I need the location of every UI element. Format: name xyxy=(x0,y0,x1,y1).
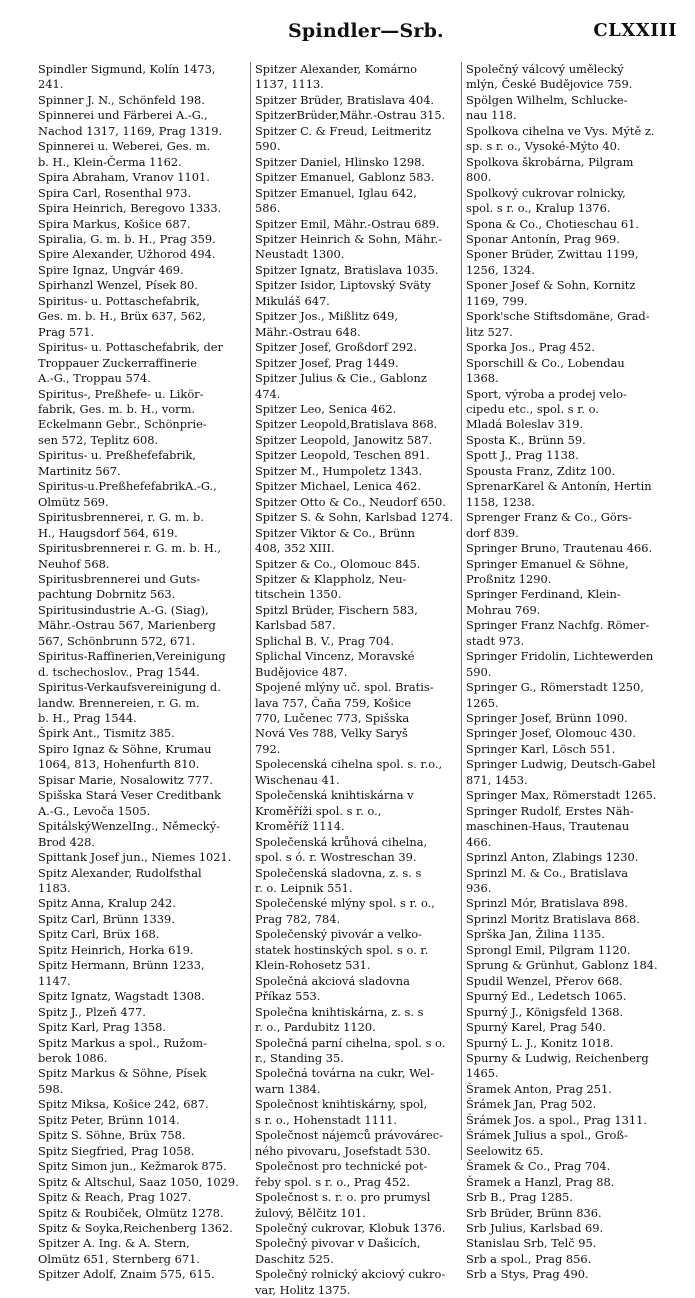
page-header xyxy=(0,20,695,48)
directory-entry-line: spol. s r. o., Kralup 1376. xyxy=(466,201,611,216)
directory-entry-line: Spire Ignaz, Ungvár 469. xyxy=(38,262,184,277)
directory-entry-line: Spitzer Michael, Lenica 462. xyxy=(255,479,421,494)
directory-entry-line: Spitzer C. & Freud, Leitmeritz xyxy=(255,123,432,138)
directory-entry-line: Spitzer Leopold, Teschen 891. xyxy=(255,448,430,463)
directory-entry-line: Springer Max, Römerstadt 1265. xyxy=(466,788,657,803)
directory-entry-line: Spiritus-u.PreßhefefabrikA.-G., xyxy=(38,479,217,494)
directory-entry-line: Spitz J., Plzeň 477. xyxy=(38,1004,146,1019)
directory-entry-line: 474. xyxy=(255,386,281,401)
directory-entry-line: Spona & Co., Chotieschau 61. xyxy=(466,216,639,231)
directory-entry-line: Mähr.-Ostrau 567, Marienberg xyxy=(38,618,216,633)
directory-entry-line: Spindler Sigmund, Kolín 1473, xyxy=(38,62,216,76)
directory-entry-line: fabrik, Ges. m. b. H., vorm. xyxy=(38,401,195,416)
directory-entry-line: Sponer Brüder, Zwittau 1199, xyxy=(466,247,639,262)
directory-entry-line: Spitz Simon jun., Kežmarok 875. xyxy=(38,1159,227,1174)
directory-entry-line: Společenský pivovár a velko- xyxy=(255,927,422,942)
directory-entry-line: Společná akciová sladovna xyxy=(255,973,410,988)
directory-entry-line: r., Standing 35. xyxy=(255,1051,344,1065)
directory-entry-line: Sprinzl M. & Co., Bratislava xyxy=(466,865,629,880)
directory-entry-line: Mohrau 769. xyxy=(466,602,541,617)
directory-entry-line: Sprongl Emil, Pilgram 1120. xyxy=(466,942,631,957)
directory-entry-line: 792. xyxy=(255,741,281,756)
directory-entry-line: Spitz Siegfried, Prag 1058. xyxy=(38,1143,195,1158)
directory-entry-line: Springer Fridolin, Lichtewerden xyxy=(466,649,654,664)
directory-entry-line: Spitzer A. Ing. & A. Stern, xyxy=(38,1236,190,1251)
directory-entry-line: Spitzer Daniel, Hlinsko 1298. xyxy=(255,154,426,169)
directory-entry-line: Nachod 1317, 1169, Prag 1319. xyxy=(38,123,223,138)
directory-entry-line: Spisar Marie, Nosalowitz 777. xyxy=(38,772,213,787)
column-divider xyxy=(250,62,251,1160)
directory-entry-line: Olmütz 569. xyxy=(38,494,109,509)
directory-column-1 xyxy=(38,62,246,1283)
directory-entry-line: Spitzer Josef, Prag 1449. xyxy=(255,355,399,370)
directory-entry-line: Srb Julius, Karlsbad 69. xyxy=(466,1220,604,1235)
directory-entry-line: Sprška Jan, Žilina 1135. xyxy=(466,927,605,942)
directory-entry-line: Příkaz 553. xyxy=(255,989,321,1004)
directory-entry-line: Spitzer & Klappholz, Neu- xyxy=(255,571,407,586)
directory-entry-line: Troppauer Zuckerraffinerie xyxy=(38,355,198,370)
directory-entry-line: Spiritusbrennerei, r. G. m. b. xyxy=(38,510,204,525)
directory-entry-line: Spitzer Leopold,Bratislava 868. xyxy=(255,417,438,432)
directory-entry-line: Sprinzl Mór, Bratislava 898. xyxy=(466,896,629,911)
directory-entry-line: Ges. m. b. H., Brüx 637, 562, xyxy=(38,309,206,324)
directory-entry-line: H., Haugsdorf 564, 619. xyxy=(38,525,178,540)
directory-entry-line: Sprenger Franz & Co., Görs- xyxy=(466,510,632,525)
directory-entry-line: 1256, 1324. xyxy=(466,262,535,277)
directory-entry-line: Spojené mlýny uč. spol. Bratis- xyxy=(255,680,434,695)
directory-entry-line: Srb a spol., Prag 856. xyxy=(466,1251,592,1266)
directory-entry-line: Splichal Vincenz, Moravské xyxy=(255,649,415,664)
directory-entry-line: 1158, 1238. xyxy=(466,494,535,509)
directory-entry-line: 936. xyxy=(466,881,492,896)
directory-entry-line: Spitzer Isidor, Liptovský Sväty xyxy=(255,278,431,293)
directory-entry-line: Spurny & Ludwig, Reichenberg xyxy=(466,1051,649,1065)
directory-entry-line: Spiritus-, Preßhefe- u. Likör- xyxy=(38,386,204,401)
directory-entry-line: s r. o., Hohenstadt 1111. xyxy=(255,1112,397,1127)
directory-entry-line: Spitzer S. & Sohn, Karlsbad 1274. xyxy=(255,510,453,525)
directory-entry-line: 1064, 813, Hohenfurth 810. xyxy=(38,757,200,772)
directory-entry-line: Spott J., Prag 1138. xyxy=(466,448,579,463)
directory-entry-line: SprenarKarel & Antonín, Hertin xyxy=(466,479,652,494)
directory-entry-line: Spitzer Josef, Großdorf 292. xyxy=(255,340,417,355)
directory-entry-line: r. o., Pardubitz 1120. xyxy=(255,1020,376,1035)
directory-entry-line: sen 572, Teplitz 608. xyxy=(38,432,159,447)
directory-entry-line: sp. s r. o., Vysoké-Mýto 40. xyxy=(466,139,621,154)
directory-entry-line: žulový, Bělčitz 101. xyxy=(255,1205,366,1220)
directory-entry-line: Spousta Franz, Zditz 100. xyxy=(466,463,616,478)
directory-entry-line: 586. xyxy=(255,201,281,216)
directory-entry-line: warn 1384. xyxy=(255,1081,321,1096)
directory-entry-line: Spire Alexander, Užhorod 494. xyxy=(38,247,216,262)
directory-entry-line: Springer Ferdinand, Klein- xyxy=(466,587,621,602)
directory-entry-line: Spitz Markus a spol., Ružom- xyxy=(38,1035,207,1050)
directory-entry-line: Spurný J., Königsfeld 1368. xyxy=(466,1004,624,1019)
directory-entry-line: Spiralia, G. m. b. H., Prag 359. xyxy=(38,231,216,246)
directory-entry-line: Společnost knihtiskárny, spol, xyxy=(255,1097,428,1112)
directory-entry-line: Spitzer Alexander, Komárno xyxy=(255,62,418,76)
directory-entry-line: Spitz Carl, Brünn 1339. xyxy=(38,911,175,926)
directory-entry-line: Šramek & Co., Prag 704. xyxy=(466,1159,611,1174)
directory-entry-line: Spölgen Wilhelm, Schlucke- xyxy=(466,92,628,107)
directory-entry-line: Spitzer & Co., Olomouc 845. xyxy=(255,556,421,571)
directory-entry-line: statek hostinských spol. s o. r. xyxy=(255,942,429,957)
column-divider xyxy=(461,62,462,1160)
directory-entry-line: Sprinzl Anton, Zlabings 1230. xyxy=(466,850,639,865)
directory-entry-line: nau 118. xyxy=(466,108,517,123)
directory-entry-line: Spitzer Emanuel, Iglau 642, xyxy=(255,185,417,200)
directory-entry-line: Spira Carl, Rosenthal 973. xyxy=(38,185,192,200)
directory-entry-line: Mikuláš 647. xyxy=(255,293,330,308)
directory-entry-line: Prag 571. xyxy=(38,324,95,339)
directory-entry-line: Sprung & Grünhut, Gablonz 184. xyxy=(466,958,658,973)
directory-entry-line: Spurný Karel, Prag 540. xyxy=(466,1020,606,1035)
directory-entry-line: Šramek Anton, Prag 251. xyxy=(466,1081,612,1096)
directory-entry-line: Springer Josef, Brünn 1090. xyxy=(466,711,628,726)
directory-entry-line: Spitzl Brüder, Fischern 583, xyxy=(255,602,418,617)
directory-entry-line: titschein 1350. xyxy=(255,587,342,602)
directory-entry-line: Springer Bruno, Trautenau 466. xyxy=(466,541,653,556)
directory-entry-line: Spiro Ignaz & Söhne, Krumau xyxy=(38,741,212,756)
directory-entry-line: Spitz Carl, Brüx 168. xyxy=(38,927,160,942)
directory-entry-line: Spitz & Roubiček, Olmütz 1278. xyxy=(38,1205,224,1220)
directory-entry-line: 241. xyxy=(38,77,64,92)
directory-entry-line: Společenská sladovna, z. s. s xyxy=(255,865,422,880)
directory-entry-line: Spiritus- u. Preßhefefabrik, xyxy=(38,448,197,463)
directory-column-2 xyxy=(255,62,458,1298)
directory-entry-line: Spork'sche Stiftsdomäne, Grad- xyxy=(466,309,650,324)
directory-entry-line: Spitz Heinrich, Horka 619. xyxy=(38,942,194,957)
directory-entry-line: 1368. xyxy=(466,371,499,386)
directory-entry-line: d. tschechoslov., Prag 1544. xyxy=(38,664,200,679)
directory-entry-line: Spolkova škrobárna, Pilgram xyxy=(466,154,634,169)
directory-entry-line: 770, Lučenec 773, Spišska xyxy=(255,711,410,726)
directory-entry-line: Karlsbad 587. xyxy=(255,618,336,633)
directory-entry-line: 1169, 799. xyxy=(466,293,528,308)
directory-entry-line: 590. xyxy=(466,664,492,679)
directory-entry-line: Spitzer Julius & Cie., Gablonz xyxy=(255,371,427,386)
directory-entry-line: Spolkový cukrovar rolnicky, xyxy=(466,185,626,200)
directory-entry-line: Daschitz 525. xyxy=(255,1251,334,1266)
directory-entry-line: Sponar Antonín, Prag 969. xyxy=(466,231,620,246)
directory-entry-line: Seelowitz 65. xyxy=(466,1143,544,1158)
directory-entry-line: Spitz S. Söhne, Brüx 758. xyxy=(38,1128,186,1143)
directory-entry-line: mlýn, České Budějovice 759. xyxy=(466,77,633,92)
directory-entry-line: ného pivovaru, Josefstadt 530. xyxy=(255,1143,431,1158)
directory-entry-line: Spira Heinrich, Beregovo 1333. xyxy=(38,201,222,216)
directory-entry-line: 871, 1453. xyxy=(466,772,528,787)
directory-entry-line: Nová Ves 788, Velky Saryš xyxy=(255,726,408,741)
directory-entry-line: Spitzer Adolf, Znaim 575, 615. xyxy=(38,1267,215,1282)
directory-column-3 xyxy=(466,62,678,1283)
directory-entry-line: Spirhanzl Wenzel, Písek 80. xyxy=(38,278,198,293)
directory-entry-line: Spinnerei u. Weberei, Ges. m. xyxy=(38,139,211,154)
directory-entry-line: stadt 973. xyxy=(466,633,525,648)
directory-entry-line: Společnost nájemců právovárec- xyxy=(255,1128,443,1143)
directory-entry-line: Společný pivovar v Dašicích, xyxy=(255,1236,421,1251)
directory-entry-line: Spinner J. N., Schönfeld 198. xyxy=(38,92,205,107)
directory-entry-line: pachtung Dobrnitz 563. xyxy=(38,587,176,602)
directory-entry-line: Spitzer Emanuel, Gablonz 583. xyxy=(255,170,435,185)
directory-entry-line: Srb a Stys, Prag 490. xyxy=(466,1267,589,1282)
directory-entry-line: Společenské mlýny spol. s r. o., xyxy=(255,896,435,911)
directory-entry-line: 1137, 1113. xyxy=(255,77,324,92)
directory-entry-line: Spira Abraham, Vranov 1101. xyxy=(38,170,210,185)
directory-entry-line: Neuhof 568. xyxy=(38,556,110,571)
directory-entry-line: Šrámek Julius a spol., Groß- xyxy=(466,1128,628,1143)
directory-entry-line: řeby spol. s r. o., Prag 452. xyxy=(255,1174,411,1189)
directory-entry-line: Sporschill & Co., Lobendau xyxy=(466,355,625,370)
directory-entry-line: Šrámek Jos. a spol., Prag 1311. xyxy=(466,1112,647,1127)
directory-entry-line: Společna knihtiskárna, z. s. s xyxy=(255,1004,424,1019)
directory-entry-line: Společný válcový umělecký xyxy=(466,62,624,76)
directory-entry-line: Budějovice 487. xyxy=(255,664,348,679)
directory-entry-line: Spitz Hermann, Brünn 1233, xyxy=(38,958,205,973)
directory-entry-line: 1147. xyxy=(38,973,71,988)
directory-entry-line: Spiritus- u. Pottaschefabrik, der xyxy=(38,340,223,355)
directory-entry-line: var, Holitz 1375. xyxy=(255,1282,351,1297)
directory-entry-line: b. H., Prag 1544. xyxy=(38,711,137,726)
directory-entry-line: Wischenau 41. xyxy=(255,772,340,787)
directory-entry-line: Spitzer Jos., Mißlitz 649, xyxy=(255,309,399,324)
directory-entry-line: Spudil Wenzel, Přerov 668. xyxy=(466,973,623,988)
directory-entry-line: Springer Franz Nachfg. Römer- xyxy=(466,618,650,633)
directory-entry-line: Šramek a Hanzl, Prag 88. xyxy=(466,1174,615,1189)
directory-entry-line: Kroměříži spol. s r. o., xyxy=(255,803,382,818)
directory-entry-line: Společná továrna na cukr, Wel- xyxy=(255,1066,435,1081)
directory-entry-line: Spiritus-Raffinerien,Vereinigung xyxy=(38,649,226,664)
directory-entry-line: 590. xyxy=(255,139,281,154)
directory-entry-line: cipedu etc., spol. s r. o. xyxy=(466,401,599,416)
directory-entry-line: Společnost s. r. o. pro prumysl xyxy=(255,1190,431,1205)
directory-entry-line: b. H., Klein-Čerma 1162. xyxy=(38,154,182,169)
directory-entry-line: 408, 352 XIII. xyxy=(255,541,335,556)
directory-entry-line: landw. Brennereien, r. G. m. xyxy=(38,695,200,710)
directory-entry-line: Proßnitz 1290. xyxy=(466,571,552,586)
directory-entry-line: Eckelmann Gebr., Schönprie- xyxy=(38,417,207,432)
directory-entry-line: Spitzer Heinrich & Sohn, Mähr.- xyxy=(255,231,442,246)
directory-entry-line: Springer G., Römerstadt 1250, xyxy=(466,680,644,695)
directory-entry-line: Mladá Boleslav 319. xyxy=(466,417,584,432)
directory-entry-line: Spitzer Leopold, Janowitz 587. xyxy=(255,432,433,447)
directory-entry-line: Spinnerei und Färberei A.-G., xyxy=(38,108,208,123)
directory-entry-line: A.-G., Troppau 574. xyxy=(38,371,151,386)
directory-entry-line: Sprinzl Moritz Bratislava 868. xyxy=(466,911,640,926)
directory-entry-line: Spitz Miksa, Košice 242, 687. xyxy=(38,1097,209,1112)
directory-entry-line: Srb Brüder, Brünn 836. xyxy=(466,1205,602,1220)
directory-entry-line: Spolecenská cihelna spol. s. r.o., xyxy=(255,757,443,772)
directory-entry-line: Brod 428. xyxy=(38,834,95,849)
directory-entry-line: Společný cukrovar, Klobuk 1376. xyxy=(255,1220,446,1235)
page-title: Spindler—Srb. xyxy=(288,20,444,42)
directory-entry-line: Společná parní cihelna, spol. s o. xyxy=(255,1035,446,1050)
directory-entry-line: Spitzer Viktor & Co., Brünn xyxy=(255,525,416,540)
directory-entry-line: 800. xyxy=(466,170,492,185)
directory-entry-line: 1265. xyxy=(466,695,499,710)
directory-entry-line: Sport, výroba a prodej velo- xyxy=(466,386,627,401)
directory-entry-line: Prag 782, 784. xyxy=(255,911,341,926)
directory-entry-line: Spitz Alexander, Rudolfsthal xyxy=(38,865,202,880)
directory-entry-line: SpitzerBrüder,Mähr.-Ostrau 315. xyxy=(255,108,446,123)
directory-entry-line: A.-G., Levoča 1505. xyxy=(38,803,151,818)
directory-entry-line: Spira Markus, Košice 687. xyxy=(38,216,191,231)
directory-entry-line: Spiritus- u. Pottaschefabrik, xyxy=(38,293,200,308)
directory-entry-line: Springer Ludwig, Deutsch-Gabel xyxy=(466,757,656,772)
directory-entry-line: Sporka Jos., Prag 452. xyxy=(466,340,596,355)
directory-entry-line: Společenská knihtiskárna v xyxy=(255,788,414,803)
directory-entry-line: Mähr.-Ostrau 648. xyxy=(255,324,361,339)
directory-entry-line: Srb B., Prag 1285. xyxy=(466,1190,573,1205)
directory-entry-line: Springer Rudolf, Erstes Näh- xyxy=(466,803,634,818)
directory-entry-line: Spiritus-Verkaufsvereinigung d. xyxy=(38,680,221,695)
directory-entry-line: Spiritusbrennerei r. G. m. b. H., xyxy=(38,541,222,556)
directory-entry-line: 598. xyxy=(38,1081,64,1096)
directory-entry-line: Sponer Josef & Sohn, Kornitz xyxy=(466,278,636,293)
directory-entry-line: Spitzer Ignatz, Bratislava 1035. xyxy=(255,262,439,277)
directory-entry-line: Springer Josef, Olomouc 430. xyxy=(466,726,636,741)
directory-entry-line: Spitz & Altschul, Saaz 1050, 1029. xyxy=(38,1174,239,1189)
directory-entry-line: Spitz Anna, Kralup 242. xyxy=(38,896,176,911)
directory-entry-line: 567, Schönbrunn 572, 671. xyxy=(38,633,196,648)
directory-entry-line: r. o. Leipnik 551. xyxy=(255,881,353,896)
directory-entry-line: Společný rolnický akciový cukro- xyxy=(255,1267,446,1282)
directory-entry-line: SpitálskýWenzelIng., Německý- xyxy=(38,819,220,834)
directory-entry-line: Sposta K., Brünn 59. xyxy=(466,432,586,447)
directory-entry-line: Spitz & Reach, Prag 1027. xyxy=(38,1190,192,1205)
directory-entry-line: Spitz Ignatz, Wagstadt 1308. xyxy=(38,989,205,1004)
directory-entry-line: Spittank Josef jun., Niemes 1021. xyxy=(38,850,232,865)
directory-entry-line: Spiritusindustrie A.-G. (Siag), xyxy=(38,602,209,617)
directory-entry-line: dorf 839. xyxy=(466,525,519,540)
directory-entry-line: Spurný L. J., Konitz 1018. xyxy=(466,1035,614,1050)
directory-entry-line: berok 1086. xyxy=(38,1051,108,1065)
directory-entry-line: Spitz Peter, Brünn 1014. xyxy=(38,1112,180,1127)
directory-entry-line: 1183. xyxy=(38,881,71,896)
directory-entry-line: Klein-Rohosetz 531. xyxy=(255,958,371,973)
directory-entry-line: 466. xyxy=(466,834,492,849)
directory-entry-line: spol. s ó. r. Wostreschan 39. xyxy=(255,850,417,865)
directory-entry-line: maschinen-Haus, Trautenau xyxy=(466,819,630,834)
directory-entry-line: Spiritusbrennerei und Guts- xyxy=(38,571,201,586)
directory-entry-line: Spitzer Brüder, Bratislava 404. xyxy=(255,92,435,107)
directory-entry-line: Olmütz 651, Sternberg 671. xyxy=(38,1251,200,1266)
directory-entry-line: litz 527. xyxy=(466,324,513,339)
directory-entry-line: Společnost pro technické pot- xyxy=(255,1159,428,1174)
directory-entry-line: Spitzer Otto & Co., Neudorf 650. xyxy=(255,494,446,509)
directory-entry-line: Springer Karl, Lösch 551. xyxy=(466,741,616,756)
directory-entry-line: Springer Emanuel & Söhne, xyxy=(466,556,629,571)
directory-entry-line: Špirk Ant., Tismitz 385. xyxy=(38,726,175,741)
directory-entry-line: Splichal B. V., Prag 704. xyxy=(255,633,395,648)
directory-entry-line: Martinitz 567. xyxy=(38,463,121,478)
directory-entry-line: Kroměříž 1114. xyxy=(255,819,345,834)
page-number: CLXXIII xyxy=(593,20,677,41)
directory-entry-line: lava 757, Čaňa 759, Košice xyxy=(255,695,412,710)
directory-entry-line: Spišska Stará Veser Creditbank xyxy=(38,788,222,803)
directory-entry-line: Společenská krůhová cihelna, xyxy=(255,834,428,849)
directory-entry-line: Spitzer M., Humpoletz 1343. xyxy=(255,463,423,478)
directory-entry-line: Spitzer Leo, Senica 462. xyxy=(255,401,397,416)
directory-entry-line: Neustadt 1300. xyxy=(255,247,345,262)
directory-entry-line: 1465. xyxy=(466,1066,499,1081)
directory-entry-line: Stanislau Srb, Telč 95. xyxy=(466,1236,597,1251)
directory-entry-line: Spitz Karl, Prag 1358. xyxy=(38,1020,166,1035)
directory-entry-line: Šrámek Jan, Prag 502. xyxy=(466,1097,597,1112)
directory-entry-line: Spitzer Emil, Mähr.-Ostrau 689. xyxy=(255,216,440,231)
directory-entry-line: Spitz Markus & Söhne, Písek xyxy=(38,1066,207,1081)
directory-entry-line: Spitz & Soyka,Reichenberg 1362. xyxy=(38,1220,233,1235)
directory-entry-line: Spolkova cihelna ve Vys. Mýtě z. xyxy=(466,123,655,138)
directory-entry-line: Spurný Ed., Ledetsch 1065. xyxy=(466,989,627,1004)
